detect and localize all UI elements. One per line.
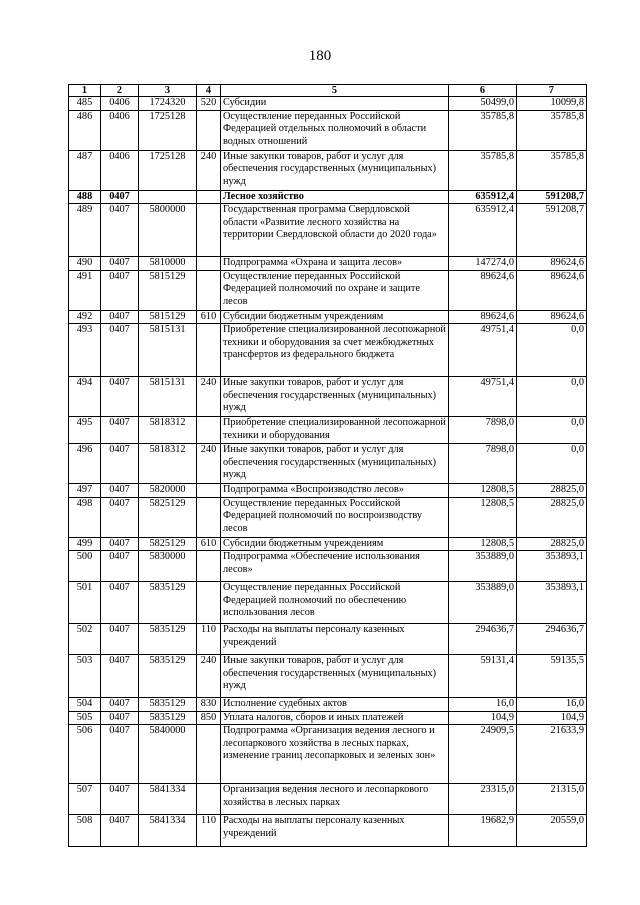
expense-type-cell [197,270,221,310]
target-code-cell: 5841334 [139,815,197,847]
row-number-cell: 505 [69,711,101,725]
table-row [69,551,587,582]
section-code-cell: 0407 [101,815,139,847]
item-name-cell: Субсидии бюджетным учреждениям [221,310,449,324]
row-number-cell: 494 [69,377,101,417]
expense-type-cell: 520 [197,97,221,111]
expense-type-cell [197,417,221,444]
amount-col-7-cell: 591208,7 [517,204,587,257]
row-number-cell: 500 [69,551,101,582]
table-row [69,377,587,417]
section-code-cell: 0407 [101,270,139,310]
expense-type-cell: 240 [197,655,221,698]
table-row [69,484,587,498]
table-row [69,815,587,847]
row-number-cell: 491 [69,270,101,310]
amount-col-7-cell: 0,0 [517,444,587,484]
table-row [69,257,587,271]
header-col-7: 7 [517,85,587,97]
amount-col-6-cell: 19682,9 [449,815,517,847]
target-code-cell: 5835129 [139,698,197,712]
item-name-cell: Подпрограмма «Охрана и защита лесов» [221,257,449,271]
amount-col-7-cell: 28825,0 [517,484,587,498]
table-row [69,270,587,310]
target-code-cell: 5815129 [139,270,197,310]
amount-col-6-cell: 12808,5 [449,484,517,498]
item-name-cell: Субсидии [221,97,449,111]
section-code-cell: 0407 [101,655,139,698]
row-number-cell: 503 [69,655,101,698]
section-code-cell: 0406 [101,150,139,190]
item-name-cell: Организация ведения лесного и лесопаркового хозяйства в лесных парках [221,784,449,815]
item-name-cell: Приобретение специализированной лесопожарной техники и оборудования за счет межбюджетных трансфертов из федерального бюджета [221,324,449,377]
row-number-cell: 495 [69,417,101,444]
section-code-cell: 0407 [101,310,139,324]
amount-col-7-cell: 89624,6 [517,270,587,310]
item-name-cell: Подпрограмма «Обеспечение использования лесов» [221,551,449,582]
amount-col-7-cell: 35785,8 [517,150,587,190]
item-name-cell: Осуществление переданных Российской Федерацией полномочий по обеспечению использования лесов [221,582,449,624]
target-code-cell: 5825129 [139,497,197,537]
amount-col-7-cell: 0,0 [517,324,587,377]
expense-type-cell [197,257,221,271]
amount-col-7-cell: 0,0 [517,417,587,444]
row-number-cell: 501 [69,582,101,624]
header-col-6: 6 [449,85,517,97]
table-row [69,655,587,698]
expense-type-cell: 610 [197,310,221,324]
row-number-cell: 485 [69,97,101,111]
target-code-cell: 5841334 [139,784,197,815]
table-row [69,784,587,815]
expense-type-cell [197,551,221,582]
section-code-cell: 0407 [101,551,139,582]
expense-type-cell [197,484,221,498]
section-code-cell: 0407 [101,537,139,551]
item-name-cell: Осуществление переданных Российской Федерацией полномочий по охране и защите лесов [221,270,449,310]
amount-col-6-cell: 353889,0 [449,582,517,624]
table-row [69,725,587,784]
header-col-2: 2 [101,85,139,97]
amount-col-7-cell: 89624,6 [517,310,587,324]
section-code-cell: 0407 [101,190,139,204]
row-number-cell: 508 [69,815,101,847]
table-row [69,444,587,484]
table-row [69,537,587,551]
amount-col-7-cell: 104,9 [517,711,587,725]
row-number-cell: 504 [69,698,101,712]
amount-col-6-cell: 89624,6 [449,270,517,310]
item-name-cell: Исполнение судебных актов [221,698,449,712]
target-code-cell: 1725128 [139,110,197,150]
item-name-cell: Субсидии бюджетным учреждениям [221,537,449,551]
page-number: 180 [308,48,332,64]
target-code-cell: 5840000 [139,725,197,784]
expense-type-cell: 240 [197,444,221,484]
expense-type-cell: 240 [197,377,221,417]
amount-col-6-cell: 24909,5 [449,725,517,784]
amount-col-7-cell: 0,0 [517,377,587,417]
section-code-cell: 0407 [101,204,139,257]
expense-type-cell [197,324,221,377]
amount-col-6-cell: 35785,8 [449,110,517,150]
item-name-cell: Лесное хозяйство [221,190,449,204]
amount-col-6-cell: 49751,4 [449,324,517,377]
item-name-cell: Государственная программа Свердловской области «Развитие лесного хозяйства на территории Свердловской области до 2020 года» [221,204,449,257]
amount-col-6-cell: 50499,0 [449,97,517,111]
section-code-cell: 0407 [101,324,139,377]
target-code-cell: 5835129 [139,582,197,624]
amount-col-6-cell: 147274,0 [449,257,517,271]
section-code-cell: 0407 [101,784,139,815]
item-name-cell: Иные закупки товаров, работ и услуг для обеспечения государственных (муниципальных) нужд [221,444,449,484]
row-number-cell: 498 [69,497,101,537]
amount-col-6-cell: 89624,6 [449,310,517,324]
row-number-cell: 499 [69,537,101,551]
amount-col-7-cell: 353893,1 [517,582,587,624]
row-number-cell: 492 [69,310,101,324]
target-code-cell: 5815129 [139,310,197,324]
amount-col-6-cell: 635912,4 [449,190,517,204]
table-row [69,110,587,150]
amount-col-7-cell: 28825,0 [517,537,587,551]
row-number-cell: 488 [69,190,101,204]
table-body [69,97,587,847]
table-row [69,417,587,444]
amount-col-6-cell: 353889,0 [449,551,517,582]
row-number-cell: 502 [69,624,101,655]
target-code-cell: 5815131 [139,377,197,417]
expense-type-cell [197,582,221,624]
table-row [69,310,587,324]
amount-col-7-cell: 89624,6 [517,257,587,271]
table-row [69,190,587,204]
target-code-cell: 5818312 [139,417,197,444]
expense-type-cell [197,110,221,150]
header-col-1: 1 [69,85,101,97]
target-code-cell: 5830000 [139,551,197,582]
target-code-cell: 5825129 [139,537,197,551]
table-row [69,150,587,190]
target-code-cell: 5835129 [139,711,197,725]
expense-type-cell [197,190,221,204]
expense-type-cell: 830 [197,698,221,712]
expense-type-cell: 610 [197,537,221,551]
section-code-cell: 0407 [101,582,139,624]
table-row [69,324,587,377]
item-name-cell: Расходы на выплаты персоналу казенных учреждений [221,815,449,847]
expense-type-cell: 110 [197,624,221,655]
target-code-cell: 5815131 [139,324,197,377]
item-name-cell: Подпрограмма «Организация ведения лесного и лесопаркового хозяйства в лесных парках, изменение границ лесопарковых и зеленых зон» [221,725,449,784]
amount-col-6-cell: 7898,0 [449,444,517,484]
target-code-cell: 5800000 [139,204,197,257]
amount-col-6-cell: 12808,5 [449,537,517,551]
table-row [69,582,587,624]
item-name-cell: Осуществление переданных Российской Федерацией отдельных полномочий в области водных отношений [221,110,449,150]
table-row [69,698,587,712]
amount-col-7-cell: 16,0 [517,698,587,712]
row-number-cell: 486 [69,110,101,150]
item-name-cell: Иные закупки товаров, работ и услуг для обеспечения государственных (муниципальных) нужд [221,150,449,190]
amount-col-7-cell: 353893,1 [517,551,587,582]
section-code-cell: 0407 [101,377,139,417]
expense-type-cell: 850 [197,711,221,725]
amount-col-6-cell: 104,9 [449,711,517,725]
row-number-cell: 487 [69,150,101,190]
budget-table [68,84,587,847]
item-name-cell: Иные закупки товаров, работ и услуг для обеспечения государственных (муниципальных) нужд [221,655,449,698]
header-row [69,85,587,97]
target-code-cell: 5835129 [139,624,197,655]
item-name-cell: Иные закупки товаров, работ и услуг для обеспечения государственных (муниципальных) нужд [221,377,449,417]
row-number-cell: 506 [69,725,101,784]
amount-col-7-cell: 294636,7 [517,624,587,655]
amount-col-6-cell: 59131,4 [449,655,517,698]
section-code-cell: 0406 [101,110,139,150]
amount-col-6-cell: 49751,4 [449,377,517,417]
header-col-4: 4 [197,85,221,97]
row-number-cell: 490 [69,257,101,271]
item-name-cell: Подпрограмма «Воспроизводство лесов» [221,484,449,498]
row-number-cell: 497 [69,484,101,498]
expense-type-cell [197,204,221,257]
target-code-cell: 5818312 [139,444,197,484]
target-code-cell: 1724320 [139,97,197,111]
target-code-cell: 1725128 [139,150,197,190]
amount-col-6-cell: 23315,0 [449,784,517,815]
section-code-cell: 0407 [101,417,139,444]
target-code-cell [139,190,197,204]
section-code-cell: 0407 [101,624,139,655]
section-code-cell: 0407 [101,484,139,498]
section-code-cell: 0407 [101,257,139,271]
row-number-cell: 493 [69,324,101,377]
item-name-cell: Расходы на выплаты персоналу казенных учреждений [221,624,449,655]
amount-col-6-cell: 294636,7 [449,624,517,655]
expense-type-cell: 240 [197,150,221,190]
amount-col-7-cell: 591208,7 [517,190,587,204]
header-col-5: 5 [221,85,449,97]
amount-col-6-cell: 12808,5 [449,497,517,537]
target-code-cell: 5810000 [139,257,197,271]
amount-col-6-cell: 35785,8 [449,150,517,190]
table-row [69,97,587,111]
table-row [69,711,587,725]
amount-col-6-cell: 635912,4 [449,204,517,257]
item-name-cell: Осуществление переданных Российской Федерацией полномочий по воспроизводству лесов [221,497,449,537]
amount-col-6-cell: 7898,0 [449,417,517,444]
target-code-cell: 5835129 [139,655,197,698]
amount-col-6-cell: 16,0 [449,698,517,712]
amount-col-7-cell: 20559,0 [517,815,587,847]
section-code-cell: 0406 [101,97,139,111]
section-code-cell: 0407 [101,444,139,484]
section-code-cell: 0407 [101,698,139,712]
row-number-cell: 489 [69,204,101,257]
row-number-cell: 496 [69,444,101,484]
table-row [69,624,587,655]
amount-col-7-cell: 59135,5 [517,655,587,698]
amount-col-7-cell: 21633,9 [517,725,587,784]
amount-col-7-cell: 21315,0 [517,784,587,815]
target-code-cell: 5820000 [139,484,197,498]
item-name-cell: Уплата налогов, сборов и иных платежей [221,711,449,725]
table-row [69,204,587,257]
amount-col-7-cell: 10099,8 [517,97,587,111]
item-name-cell: Приобретение специализированной лесопожарной техники и оборудования [221,417,449,444]
expense-type-cell [197,784,221,815]
section-code-cell: 0407 [101,497,139,537]
expense-type-cell [197,725,221,784]
table-row [69,497,587,537]
section-code-cell: 0407 [101,725,139,784]
header-col-3: 3 [139,85,197,97]
section-code-cell: 0407 [101,711,139,725]
expense-type-cell [197,497,221,537]
amount-col-7-cell: 35785,8 [517,110,587,150]
amount-col-7-cell: 28825,0 [517,497,587,537]
expense-type-cell: 110 [197,815,221,847]
row-number-cell: 507 [69,784,101,815]
